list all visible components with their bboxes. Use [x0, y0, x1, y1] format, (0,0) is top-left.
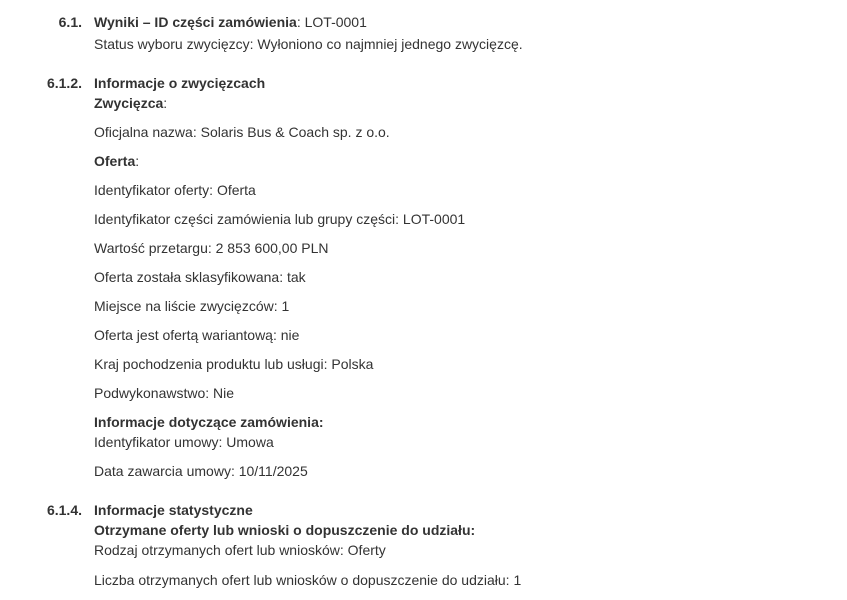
- official-name: Oficjalna nazwa: Solaris Bus & Coach sp. z o.o.: [94, 124, 390, 140]
- received-offers-label: Otrzymane oferty lub wnioski o dopuszczenie do udziału:: [94, 522, 476, 538]
- tender-value: Wartość przetargu: 2 853 600,00 PLN: [94, 240, 329, 256]
- received-offers-count: Liczba otrzymanych ofert lub wniosków o dopuszczenie do udziału: 1: [94, 572, 522, 588]
- section-title-6-1: [94, 14, 367, 30]
- contract-date: Data zawarcia umowy: 10/11/2025: [94, 463, 308, 479]
- subcontracting: Podwykonawstwo: Nie: [94, 385, 235, 401]
- section-title-statistics: Informacje statystyczne: [94, 502, 253, 518]
- lot-results-heading: Wyniki – ID części zamówienia: [94, 14, 297, 30]
- winner-label: Zwycięzca:: [94, 95, 168, 111]
- received-offers-type: Rodzaj otrzymanych ofert lub wniosków: Oferty: [94, 542, 386, 558]
- lot-results-id: : LOT-0001: [296, 14, 367, 30]
- contract-id: Identyfikator umowy: Umowa: [94, 434, 274, 450]
- section-number-6-1: 6.1.: [58, 14, 82, 30]
- section-title-winners: Informacje o zwycięzcach: [94, 75, 266, 91]
- winner-rank: Miejsce na liście zwycięzców: 1: [94, 298, 290, 314]
- contract-info-label: Informacje dotyczące zamówienia:: [94, 414, 324, 430]
- winner-selection-status: Status wyboru zwycięzcy: Wyłoniono co najmniej jednego zwycięzcę.: [94, 36, 523, 52]
- country-of-origin: Kraj pochodzenia produktu lub usługi: Polska: [94, 356, 374, 372]
- offer-ranked: Oferta została sklasyfikowana: tak: [94, 269, 306, 285]
- offer-label: Oferta:: [94, 153, 140, 169]
- variant-offer: Oferta jest ofertą wariantową: nie: [94, 327, 300, 343]
- section-number-6-1-2: 6.1.2.: [46, 75, 82, 91]
- section-number-6-1-4: 6.1.4.: [46, 502, 82, 518]
- lot-id: Identyfikator części zamówienia lub grupy części: LOT-0001: [94, 211, 466, 227]
- offer-id: Identyfikator oferty: Oferta: [94, 182, 256, 198]
